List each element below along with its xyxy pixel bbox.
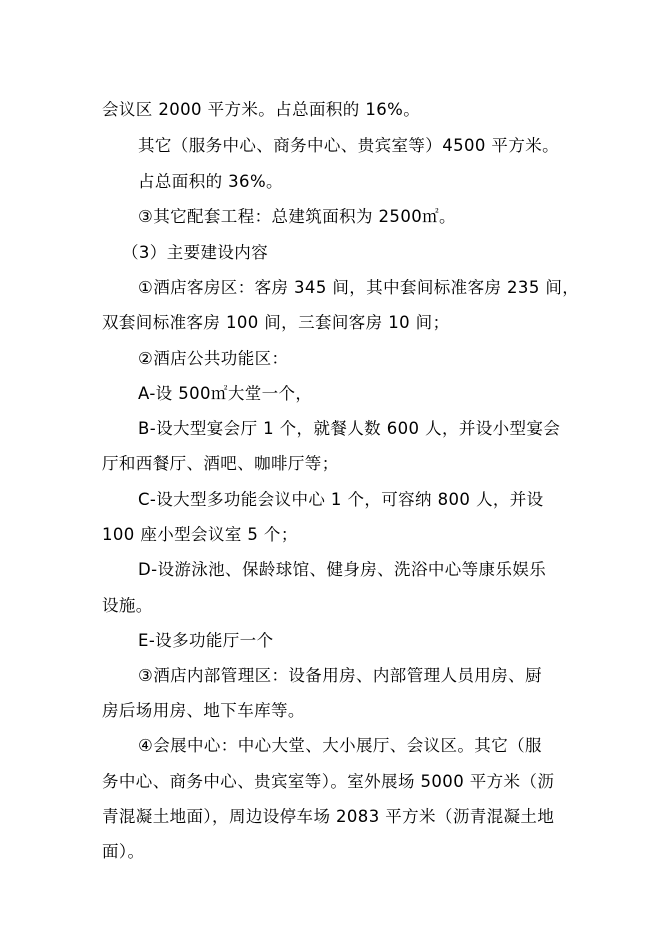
text-line: 其它（服务中心、商务中心、贵宾室等）4500 平方米。: [138, 136, 560, 155]
section-heading: （3）主要建设内容: [122, 243, 269, 262]
text-line: ①酒店客房区：客房 345 间，其中套间标准客房 235 间，: [138, 278, 580, 297]
text-line: 面）。: [102, 842, 145, 861]
text-line: C-设大型多功能会议中心 1 个，可容纳 800 人，并设: [138, 490, 544, 509]
text-line: 占总面积的 36%。: [138, 172, 283, 191]
text-line: ③酒店内部管理区：设备用房、内部管理人员用房、厨: [138, 666, 542, 685]
text-line: B-设大型宴会厅 1 个，就餐人数 600 人，并设小型宴会: [138, 419, 561, 438]
text-line: 房后场用房、地下车库等。: [102, 701, 305, 720]
text-line: ③其它配套工程：总建筑面积为 2500㎡。: [138, 207, 456, 226]
text-line: 厅和西餐厅、酒吧、咖啡厅等；: [102, 454, 339, 473]
text-line: E-设多功能厅一个: [138, 631, 274, 650]
text-line: 务中心、商务中心、贵宾室等）。室外展场 5000 平方米（沥: [102, 772, 555, 791]
text-line: ④会展中心：中心大堂、大小展厅、会议区。其它（服: [138, 736, 542, 755]
text-line: 双套间标准客房 100 间，三套间客房 10 间；: [102, 313, 450, 332]
text-line: 设施。: [102, 596, 153, 615]
text-line: 会议区 2000 平方米。占总面积的 16%。: [102, 100, 421, 119]
text-line: ②酒店公共功能区：: [138, 349, 289, 368]
text-line: 100 座小型会议室 5 个；: [102, 525, 298, 544]
text-line: A-设 500㎡大堂一个，: [138, 384, 313, 403]
text-line: 青混凝土地面），周边设停车场 2083 平方米（沥青混凝土地: [102, 807, 555, 826]
text-line: D-设游泳池、保龄球馆、健身房、洗浴中心等康乐娱乐: [138, 560, 547, 579]
